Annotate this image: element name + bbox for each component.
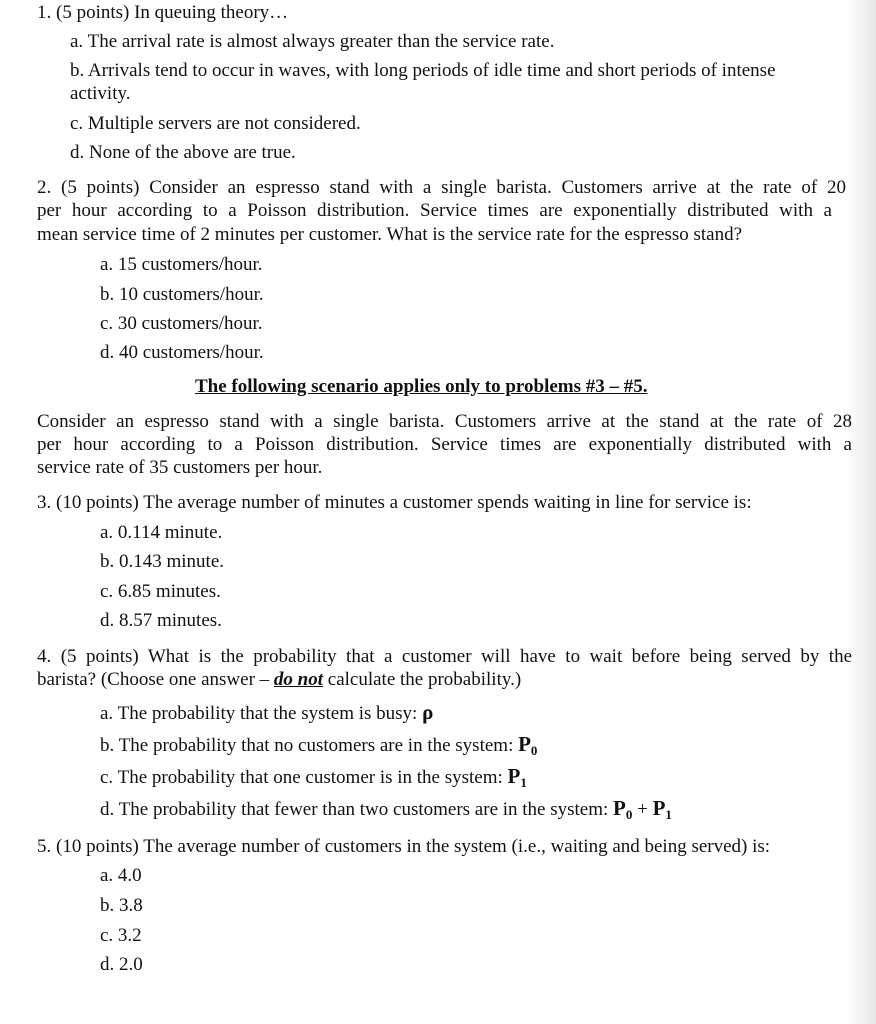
q4-option-d-subscript-2: 1	[665, 807, 672, 822]
q5-stem: 5. (10 points) The average number of customers in the system (i.e., waiting and being served) is:	[37, 836, 771, 857]
q4-option-b-subscript: 0	[530, 743, 538, 758]
scenario-line-2: per hour according to a Poisson distribution. Service times are exponentially distributed with a	[37, 434, 852, 455]
q3-option-c: c. 6.85 minutes.	[100, 581, 221, 602]
q4-stem-line-1: 4. (5 points) What is the probability that a customer will have to wait before being served by the	[37, 646, 852, 667]
q2-option-c: c. 30 customers/hour.	[100, 313, 263, 334]
q4-stem-line-2	[37, 668, 521, 691]
q4-option-d-symbol-2: P	[652, 796, 666, 820]
scenario-heading-text: The following scenario applies only to problems #3 – #5.	[195, 376, 648, 397]
q3-option-a: a. 0.114 minute.	[100, 522, 223, 543]
q4-option-b	[100, 733, 537, 762]
q2-stem-line-2: per hour according to a Poisson distribution. Service times are exponentially distributed with a	[37, 200, 832, 221]
q4-stem-line-2-post: calculate the probability.)	[323, 669, 522, 690]
q4-stem-line-2-pre: barista? (Choose one answer –	[37, 669, 274, 690]
q3-option-b: b. 0.143 minute.	[100, 551, 225, 572]
q2-stem-line-3: mean service time of 2 minutes per customer. What is the service rate for the espresso stand?	[37, 224, 743, 245]
q4-option-d-plus: +	[632, 799, 653, 820]
q4-option-c-subscript: 1	[520, 775, 527, 790]
q2-option-b: b. 10 customers/hour.	[100, 284, 264, 305]
q4-option-c	[100, 765, 527, 794]
q4-option-b-symbol: P	[518, 732, 531, 756]
q4-option-a-symbol: ρ	[422, 700, 434, 724]
q2-option-d: d. 40 customers/hour.	[100, 342, 264, 363]
q5-option-b: b. 3.8	[100, 895, 143, 916]
q4-option-a	[100, 701, 433, 725]
q4-option-d-text: d. The probability that fewer than two customers are in the system:	[100, 799, 614, 820]
q1-stem: 1. (5 points) In queuing theory…	[37, 2, 289, 23]
q5-option-a: a. 4.0	[100, 865, 142, 886]
q2-stem-line-1: 2. (5 points) Consider an espresso stand with a single barista. Customers arrive at the rate of 20	[37, 177, 846, 198]
q4-option-d	[100, 797, 672, 826]
q3-stem: 3. (10 points) The average number of minutes a customer spends waiting in line for service is:	[37, 492, 752, 513]
q4-option-d-symbol-1: P	[613, 796, 626, 820]
q4-option-d-subscript-1: 0	[625, 807, 633, 822]
q1-option-a: a. The arrival rate is almost always greater than the service rate.	[70, 31, 555, 52]
q1-option-c: c. Multiple servers are not considered.	[70, 113, 361, 134]
scenario-line-3: service rate of 35 customers per hour.	[37, 457, 323, 478]
q1-option-b-continued: activity.	[70, 83, 131, 104]
scenario-heading	[195, 375, 648, 398]
scenario-line-1: Consider an espresso stand with a single barista. Customers arrive at the stand at the rate of 28	[37, 411, 852, 432]
q1-option-d: d. None of the above are true.	[70, 142, 296, 163]
q4-option-a-text: a. The probability that the system is busy:	[100, 703, 423, 724]
q4-option-b-text: b. The probability that no customers are in the system:	[100, 735, 519, 756]
q3-option-d: d. 8.57 minutes.	[100, 610, 222, 631]
q4-option-c-text: c. The probability that one customer is in the system:	[100, 767, 508, 788]
q4-emphasis-do-not: do not	[273, 669, 324, 690]
q1-option-b: b. Arrivals tend to occur in waves, with long periods of idle time and short periods of intense	[70, 60, 776, 81]
q2-option-a: a. 15 customers/hour.	[100, 254, 263, 275]
q5-option-d: d. 2.0	[100, 954, 143, 975]
q5-option-c: c. 3.2	[100, 925, 142, 946]
q4-option-c-symbol: P	[507, 764, 521, 788]
